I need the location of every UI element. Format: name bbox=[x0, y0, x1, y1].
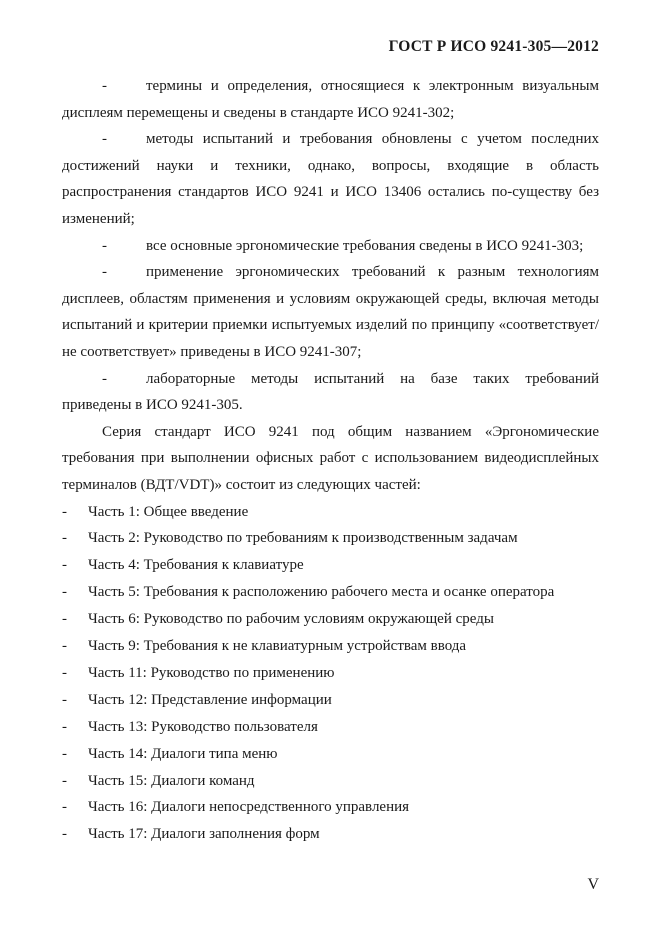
change-item bbox=[62, 366, 599, 419]
part-label: Часть 2: Руководство по требованиям к производственным задачам bbox=[88, 530, 518, 547]
list-item bbox=[62, 606, 599, 633]
list-item bbox=[62, 687, 599, 714]
change-item-text: методы испытаний и требования обновлены с учетом последних достижений науки и техники, однако, вопросы, входящие в область распространения стандартов ИСО 9241 и ИСО 13406 остались по-существу без изменений; bbox=[62, 131, 599, 227]
part-label: Часть 12: Представление информации bbox=[88, 691, 332, 708]
bullet-dash: - bbox=[62, 691, 67, 708]
bullet-dash: - bbox=[62, 530, 67, 547]
parts-list bbox=[62, 499, 599, 849]
bullet-dash: - bbox=[62, 611, 67, 628]
part-label: Часть 17: Диалоги заполнения форм bbox=[88, 826, 320, 843]
change-item bbox=[62, 126, 599, 232]
list-item bbox=[62, 660, 599, 687]
bullet-dash: - bbox=[102, 370, 107, 387]
change-item-text: применение эргономических требований к разным технологиям дисплеев, областям применения и условиям окружающей среды, включая методы испытаний и критерии приемки испытуемых изделий по принципу «соответствует/не соответствует» приведены в ИСО 9241-307; bbox=[62, 264, 599, 360]
part-label: Часть 11: Руководство по применению bbox=[88, 664, 335, 681]
bullet-dash: - bbox=[62, 584, 67, 601]
bullet-dash: - bbox=[62, 772, 67, 789]
part-label: Часть 4: Требования к клавиатуре bbox=[88, 557, 304, 574]
document-body bbox=[62, 73, 599, 848]
change-item-text: термины и определения, относящиеся к электронным визуальным дисплеям перемещены и сведены в стандарте ИСО 9241-302; bbox=[62, 78, 599, 121]
part-label: Часть 14: Диалоги типа меню bbox=[88, 745, 278, 762]
part-label: Часть 6: Руководство по рабочим условиям окружающей среды bbox=[88, 611, 494, 628]
list-item bbox=[62, 633, 599, 660]
list-item bbox=[62, 741, 599, 768]
bullet-dash: - bbox=[102, 264, 107, 281]
list-item bbox=[62, 821, 599, 848]
bullet-dash: - bbox=[102, 78, 107, 94]
bullet-dash: - bbox=[102, 131, 107, 148]
series-intro-paragraph: Серия стандарт ИСО 9241 под общим названием «Эргономические требования при выполнении офисных работ с использованием видеодисплейных терминалов (ВДТ/VDT)» состоит из следующих частей: bbox=[62, 423, 599, 493]
bullet-dash: - bbox=[62, 745, 67, 762]
list-item bbox=[62, 579, 599, 606]
list-item bbox=[62, 525, 599, 552]
part-label: Часть 5: Требования к расположению рабочего места и осанке оператора bbox=[88, 584, 555, 601]
list-item bbox=[62, 794, 599, 821]
page-number: V bbox=[587, 876, 599, 893]
part-label: Часть 15: Диалоги команд bbox=[88, 772, 255, 789]
bullet-dash: - bbox=[102, 237, 107, 254]
change-item bbox=[62, 73, 599, 126]
change-item-text: лабораторные методы испытаний на базе таких требований приведены в ИСО 9241-305. bbox=[62, 370, 599, 414]
bullet-dash: - bbox=[62, 826, 67, 843]
list-item bbox=[62, 552, 599, 579]
change-item bbox=[62, 233, 599, 260]
document-header: ГОСТ Р ИСО 9241-305—2012 bbox=[388, 38, 599, 55]
bullet-dash: - bbox=[62, 799, 67, 816]
bullet-dash: - bbox=[62, 718, 67, 735]
bullet-dash: - bbox=[62, 503, 67, 520]
change-item-text: все основные эргономические требования сведены в ИСО 9241-303; bbox=[146, 237, 584, 254]
part-label: Часть 1: Общее введение bbox=[88, 503, 249, 520]
part-label: Часть 13: Руководство пользователя bbox=[88, 718, 318, 735]
part-label: Часть 16: Диалоги непосредственного управления bbox=[88, 799, 410, 816]
change-item bbox=[62, 259, 599, 365]
bullet-dash: - bbox=[62, 664, 67, 681]
list-item bbox=[62, 499, 599, 526]
list-item bbox=[62, 768, 599, 795]
list-item bbox=[62, 714, 599, 741]
bullet-dash: - bbox=[62, 638, 67, 655]
bullet-dash: - bbox=[62, 557, 67, 574]
part-label: Часть 9: Требования к не клавиатурным устройствам ввода bbox=[88, 638, 467, 655]
